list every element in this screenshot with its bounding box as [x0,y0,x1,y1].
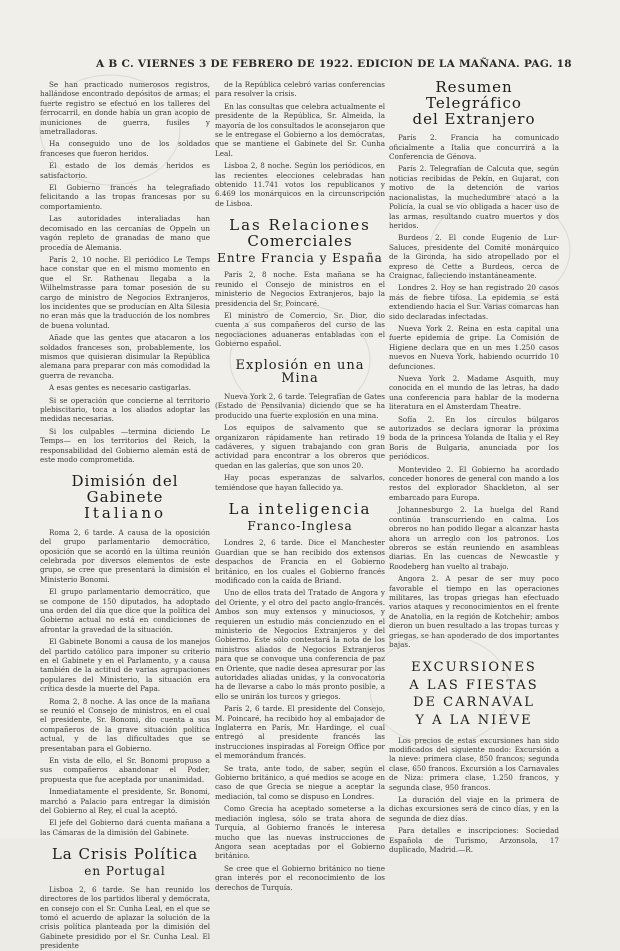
paragraph: Los equipos de salvamento que se organizaron rápidamente han retirado 19 cadáveres, y siguen trabajando con gran actividad para encontrar a los obreros que quedan en las galerías, que son unos 20. [215,423,385,470]
paragraph: Para detalles e inscripciones: Sociedad Española de Turismo, Arzonsola, 17 duplicado, Madrid.—R. [389,826,559,855]
right-column [389,78,560,855]
paragraph: Uno de ellos trata del Tratado de Angora y del Oriente, y el otro del pacto anglo-francés. Ambos son muy extensos y minuciosos, y requieren un estudio más concienzudo en el ministerio de Negocios Extranjeros y del Gobierno. Este sólo contestará la nota de los ministros aliados de Negocios Extranjeros para que se convoque una conferencia de paz en Oriente, que nadie desea apresurar por las autoridades aliadas unidas, y la convocatoria ha de llevarse a cabo lo más pronto posible, a ello se unirán los turcos y griegos. [215,588,385,701]
headline-line: A LAS FIESTAS [409,677,539,693]
paragraph: París 2, 6 tarde. El presidente del Consejo, M. Poincaré, ha recibido hoy al embajador de Inglaterra en París, Mr. Hardinge, el cual entregó al presidente francés las instrucciones inspiradas al Foreign Office por el memorándum francés. [215,704,385,761]
paragraph: El Gobierno francés ha telegrafiado felicitando a las tropas francesas por su comportamiento. [40,183,210,211]
headline-line: La Crisis Política [51,845,199,864]
paragraph: En las consultas que celebra actualmente el presidente de la República, Sr. Almeida, la mayoría de los consultados le aconsejaron que se le entregase el Gobierno a los demócratas, que se mantiene el Gabinete del Sr. Cunha Leal. [215,101,385,158]
paragraph: Si se operación que concierne al territorio plebiscitario, toca a los aliados adoptar las medidas necesarias. [40,395,210,424]
paragraph: Londres 2, 6 tarde. Dice el Manchester Guardian que se han recibido dos extensos despachos de Francia en el Gobierno británico, en los cuales el Gobierno francés modificado con la caída de Briand. [215,538,385,585]
paragraph: El grupo parlamentario democrático, que se compone de 150 diputados, ha adoptado una orden del día que dice que la política del Gobierno actual no está en condiciones de afrontar la gravedad de la situación. [40,587,210,634]
paragraph: El estado de los demás heridos es satisfactorio. [40,161,210,180]
paragraph: de la República celebró varias conferencias para resolver la crisis. [215,80,385,99]
paragraph: El Gabinete Bonomi a causa de los manejos del partido católico para imponer su criterio en el Gabinete y en el Parlamento, y a causa también de la actitud de varias agrupaciones populares del Ministerio, la situación era crítica desde la muerte del Papa. [40,637,210,694]
headline-line: Entre Francia y España [217,250,383,265]
paragraph: Burdeos 2. El conde Eugenio de Lur-Saluces, presidente del Comité monárquico de la Gironda, ha sido atropellado por el expreso de Cette a Burdeos, cerca de Craignac, falleciendo instantáneamente. [389,233,559,280]
headline-explosion-mina: Explosión en una Mina [235,357,365,387]
headline-line: La inteligencia [228,499,372,518]
left-column [40,80,210,951]
paragraph: A esas gentes es necesario castigarlas. [49,383,192,393]
paragraph: Nueva York 2. Madame Asquith, muy conocida en el mundo de las letras, ha dado una conferencia para hablar de la moderna literatura en el Amsterdam Theatre. [389,374,559,412]
paragraph: Se han practicado numerosos registros, hallándose encontrado depósitos de armas; el fuerte registro se efectuó en los talleres del ferrocarril, en donde había un gran acopio de municiones de guerra, fusiles y ametralladoras. [40,80,210,137]
headline-line: EXCURSIONES [411,660,537,676]
headline-line: Las Relaciones [229,216,371,235]
paragraph: Nueva York 2, 6 tarde. Telegrafían de Gates (Estado de Pensilvania) diciendo que se ha producido una fuerte explosión en una mina. [215,391,385,420]
paragraph: París 2, 8 noche. Esta mañana se ha reunido el Consejo de ministros en el ministerio de Negocios Extranjeros, bajo la presidencia del Sr. Poincaré. [215,270,385,308]
headline-line: del Extranjero [412,109,536,128]
running-head: A B C. VIERNES 3 DE FEBRERO DE 1922. EDICION DE LA MAÑANA. PAG. 18 [96,58,572,70]
paragraph: Como Grecia ha aceptado someterse a la mediación inglesa, sólo se trata ahora de Turquía, al Gobierno francés le interesa mucho que las nuevas instrucciones de Angora sean aceptadas por el Gobierno británico. [215,804,385,861]
headline-inteligencia-franco-inglesa [215,499,385,533]
headline-excursiones [389,659,559,729]
paragraph: Roma 2, 6 tarde. A causa de la oposición del grupo parlamentario democrático, oposición que se acordó en la última reunión celebrada por diversos elementos de este grupo, se cree que presentará la dimisión el Ministerio Bonomi. [40,527,210,584]
paragraph: París 2, 10 noche. El periódico Le Temps hace constar que en el mismo momento en que el Sr. Rathenau llegaba a la Wilhelmstrasse para tomar posesión de su cargo de ministro de Negocios Extranjeros, los incidentes que se producían en Alta Silesia no eran más que la traducción de los nombres de buena voluntad. [40,254,210,330]
headline-line: en Portugal [84,864,166,879]
paragraph: Se trata, ante todo, de saber, según el Gobierno británico, a qué medios se acoge en caso de que Grecia se niegue a aceptar la mediación, tal como se dispuso en Londres. [215,763,385,801]
paragraph: Si los culpables —termina diciendo Le Temps— en los territorios del Reich, la responsabilidad del Gobierno alemán está de este modo comprometida. [40,426,210,465]
paragraph: Roma 2, 8 noche. A las once de la mañana se reunió el Consejo de ministros, en el cual el presidente, Sr. Bonomi, dio cuenta a sus compañeros de la grave situación política actual, y de las dificultades que se presentaban para el Gobierno. [40,696,210,753]
headline-line: Y A LA NIEVE [415,713,533,729]
paragraph: El jefe del Gobierno dará cuenta mañana a las Cámaras de la dimisión del Gabinete. [40,818,210,837]
paragraph: Ha conseguido uno de los soldados franceses que fueron heridos. [40,139,210,158]
paragraph: La duración del viaje en la primera de dichas excursiones será de cinco días, y en la segunda de diez días. [389,795,559,823]
paragraph: Johannesburgo 2. La huelga del Rand continúa transcurriendo en calma. Los obreros no han podido llegar a alcanzar hasta ahora un arreglo con los patronos. Los obreros se están reuniendo en asambleas diarias. En las cuencas de Newcastle y Roodeberg han vuelto al trabajo. [389,505,559,571]
headline-dimision-gabinete [40,474,210,521]
paragraph: París 2. Francia ha comunicado oficialmente a Italia que concurrirá a la Conferencia de Génova. [389,133,559,162]
paragraph: Angora 2. A pesar de ser muy poco favorable el tiempo en las operaciones militares, las tropas griegas han efectuado varios ataques y reconocimientos en el frente de Anatolia, en la región de Kotchehir; ambos dieron un buen resultado a las tropas turcas y griegas, se han apoderado de dos importantes bajas. [389,574,559,649]
paragraph: Las autoridades interaliadas han decomisado en las cercanías de Oppeln un vagón repleto de granadas de mano que procedía de Alemania. [40,214,210,252]
paragraph: Lisboa 2, 8 noche. Según los periódicos, en las recientes elecciones celebradas han obtenido 11.741 votos los republicanos y 6.469 los monárquicos en la circunscripción de Lisboa. [215,161,385,208]
headline-crisis-portugal [40,847,210,879]
paragraph: Se cree que el Gobierno británico no tiene gran interés por el reconocimiento de los derechos de Turquía. [215,863,385,892]
middle-column [215,80,385,892]
headline-line: Franco-Inglesa [247,518,353,533]
headline-resumen-telegrafico [389,80,559,127]
paragraph: El ministro de Comercio, Sr. Dior, dio cuenta a sus compañeros del curso de las negociaciones aduaneras entabladas con el Gobierno español. [215,311,385,349]
paragraph: Inmediatamente el presidente, Sr. Bonomi, marchó a Palacio para entregar la dimisión del Gobierno al Rey, el cual la aceptó. [40,787,210,816]
paragraph: Hay pocas esperanzas de salvarlos, temiéndose que hayan fallecido ya. [215,473,385,492]
paragraph: Los precios de estas excursiones han sido modificados del siguiente modo: Excursión a la nieve: primera clase, 850 francos; segunda clase, 650 francos. Excursión a los Carnavales de Niza: primera clase, 1.250 francos, y segunda clase, 950 francos. [389,735,559,792]
headline-relaciones-comerciales [215,218,385,264]
paragraph: Lisboa 2, 6 tarde. Se han reunido los directores de los partidos liberal y demócrata, en consejo con el Sr. Cunha Leal, en el que se tomó el acuerdo de aplazar la solución de la crisis política planteada por la dimisión del Gabinete presidido por el Sr. Cunha Leal. El presidente [40,884,210,951]
headline-line: DE CARNAVAL [413,695,535,711]
paragraph: Sofía 2. En los círculos búlgaros autorizados se declara ignorar la próxima boda de la princesa Yolanda de Italia y el Rey Boris de Bulgaria, anunciada por los periódicos. [389,414,559,462]
headline-line: Italiano [83,503,167,522]
headline-line: Comerciales [247,232,353,251]
headline-line: Resumen Telegráfico [426,78,522,112]
paragraph: Nueva York 2. Reina en esta capital una fuerte epidemia de gripe. La Comisión de Higiene declara que en un mes 1.250 casos nuevos en Nueva York, habiendo ocurrido 10 defunciones. [389,323,559,371]
headline-line: Dimisión del Gabinete [71,472,179,507]
paragraph: Añade que las gentes que atacaron a los soldados franceses son, probablemente, los mismos que quisieran disimular la República alemana para preparar con más comodidad la guerra de revancha. [40,333,210,380]
paragraph: Londres 2. Hoy se han registrado 20 casos más de fiebre tifosa. La epidemia se está extendiendo hacia el Sur. Varias comarcas han sido declaradas infectadas. [389,283,560,321]
paragraph: En vista de ello, el Sr. Bonomi propuso a sus compañeros abandonar el Poder, propuesta que fue aceptada por unanimidad. [40,756,210,784]
paragraph: Montevideo 2. El Gobierno ha acordado conceder honores de general con mando a los restos del explorador Shackleton, al ser embarcado para Europa. [389,464,559,502]
paragraph: París 2. Telegrafían de Calcuta que, según noticias recibidas de Pekín, en Gujarat, con motivo de la detención de varios nacionalistas, la muchedumbre atacó a la Policía, la cual se vio obligada a hacer uso de las armas, resultando cuatro muertos y dos heridos. [389,164,559,230]
